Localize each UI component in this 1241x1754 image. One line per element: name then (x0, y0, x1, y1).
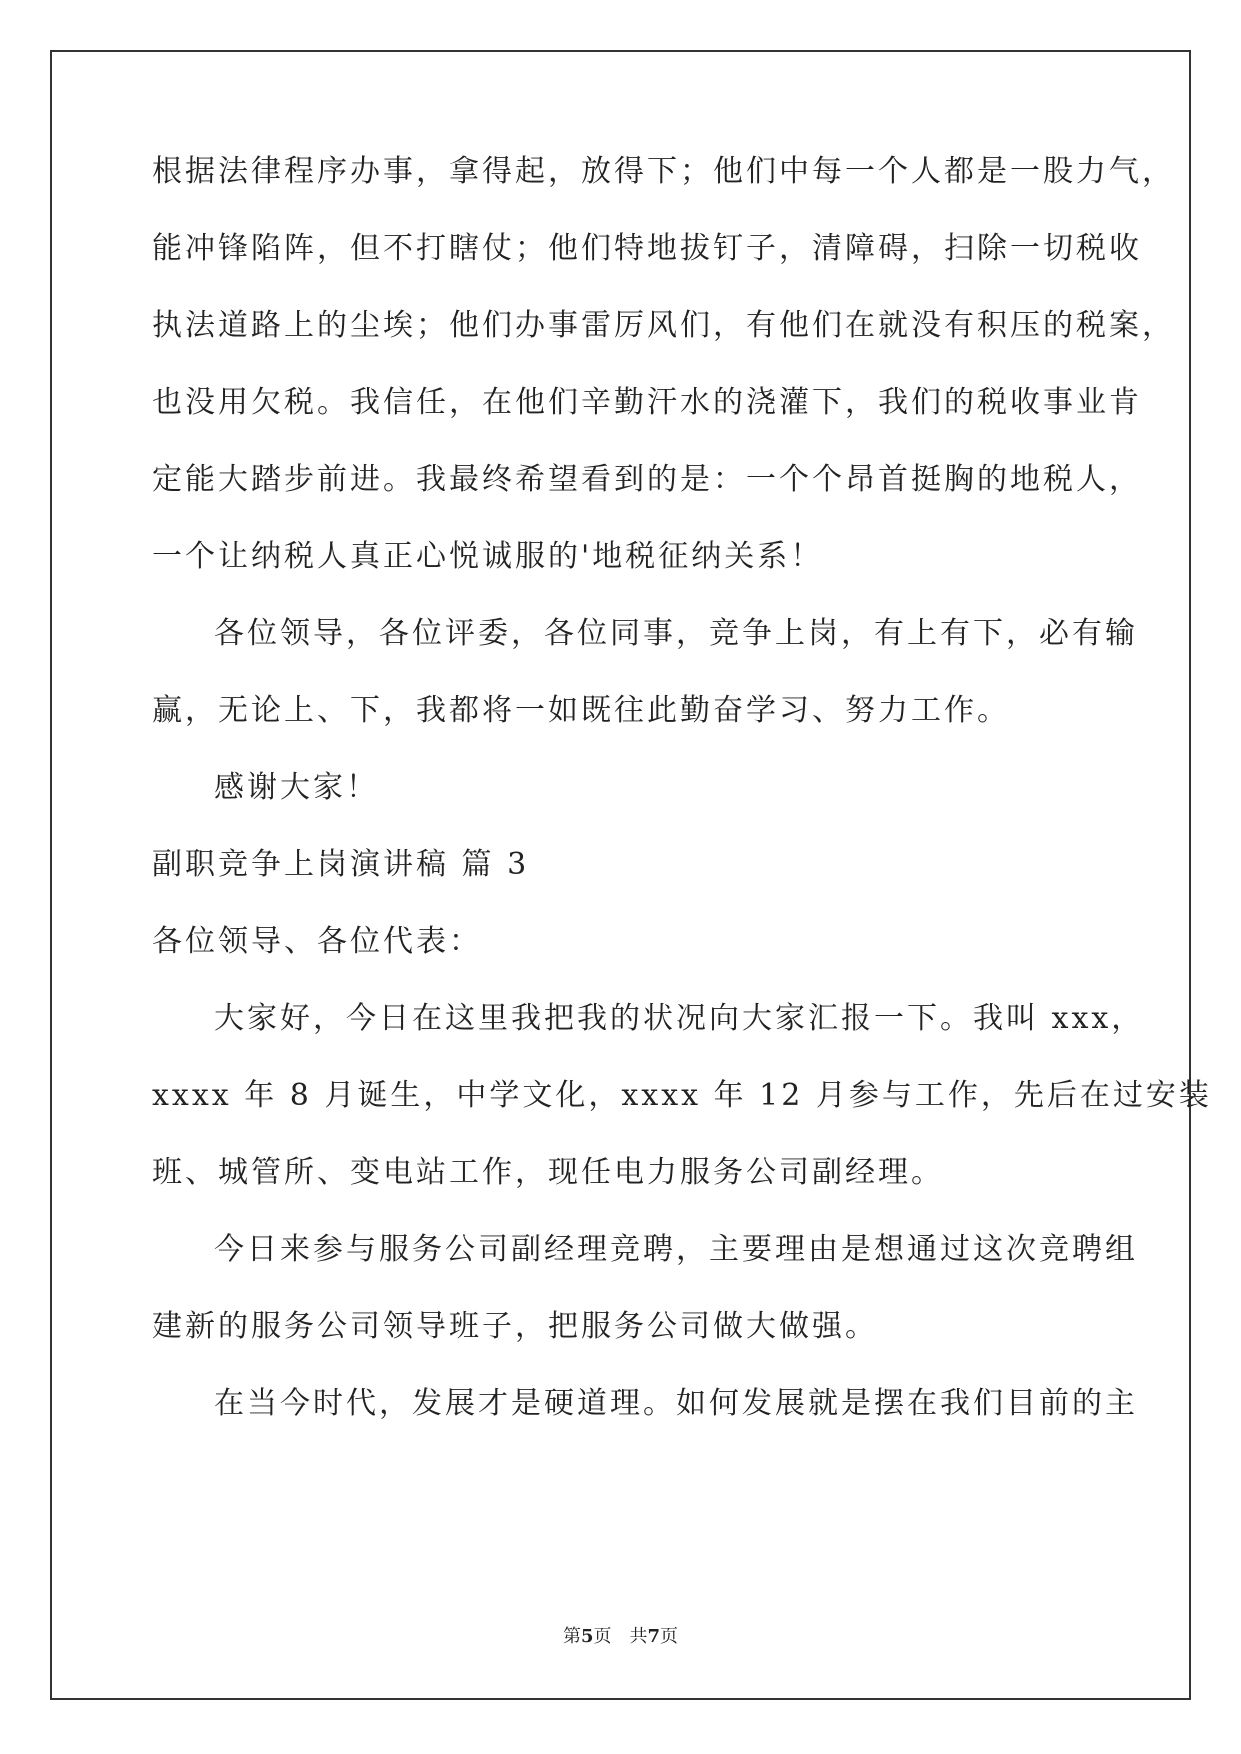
text-line: 能冲锋陷阵，但不打瞎仗；他们特地拔钉子，清障碍，扫除一切税收 (152, 231, 1142, 266)
text-line: 定能大踏步前进。我最终希望看到的是：一个个昂首挺胸的地税人， (152, 462, 1142, 497)
section-heading: 副职竞争上岗演讲稿 篇 3 (152, 847, 530, 882)
text-line: 在当今时代，发展才是硬道理。如何发展就是摆在我们目前的主 (214, 1386, 1138, 1421)
page-mid: 页 共 (593, 1626, 648, 1647)
text-line: 根据法律程序办事，拿得起，放得下；他们中每一个人都是一股力气， (152, 154, 1175, 189)
page-total: 7 (647, 1626, 661, 1647)
text-line: 各位领导，各位评委，各位同事，竞争上岗，有上有下，必有输 (214, 616, 1138, 651)
page-prefix: 第 (562, 1626, 581, 1647)
text-line: 建新的服务公司领导班子，把服务公司做大做强。 (152, 1309, 878, 1344)
text-line: 大家好，今日在这里我把我的状况向大家汇报一下。我叫 xxx， (214, 1001, 1145, 1036)
text-line: 也没用欠税。我信任，在他们辛勤汗水的浇灌下，我们的税收事业肯 (152, 385, 1142, 420)
text-line: 今日来参与服务公司副经理竞聘，主要理由是想通过这次竞聘组 (214, 1232, 1138, 1267)
text-line: 各位领导、各位代表： (152, 924, 482, 959)
text-line: 感谢大家！ (214, 770, 379, 805)
text-line: 一个让纳税人真正心悦诚服的'地税征纳关系！ (152, 539, 824, 574)
text-line: 班、城管所、变电站工作，现任电力服务公司副经理。 (152, 1155, 944, 1190)
page-footer (0, 1622, 1241, 1648)
text-line: 执法道路上的尘埃；他们办事雷厉风们，有他们在就没有积压的税案， (152, 308, 1175, 343)
text-line: xxxx 年 8 月诞生，中学文化，xxxx 年 12 月参与工作，先后在过安装 (152, 1078, 1212, 1113)
page-suffix: 页 (660, 1626, 679, 1647)
text-line: 赢，无论上、下，我都将一如既往此勤奋学习、努力工作。 (152, 693, 1010, 728)
page-current: 5 (580, 1626, 594, 1647)
